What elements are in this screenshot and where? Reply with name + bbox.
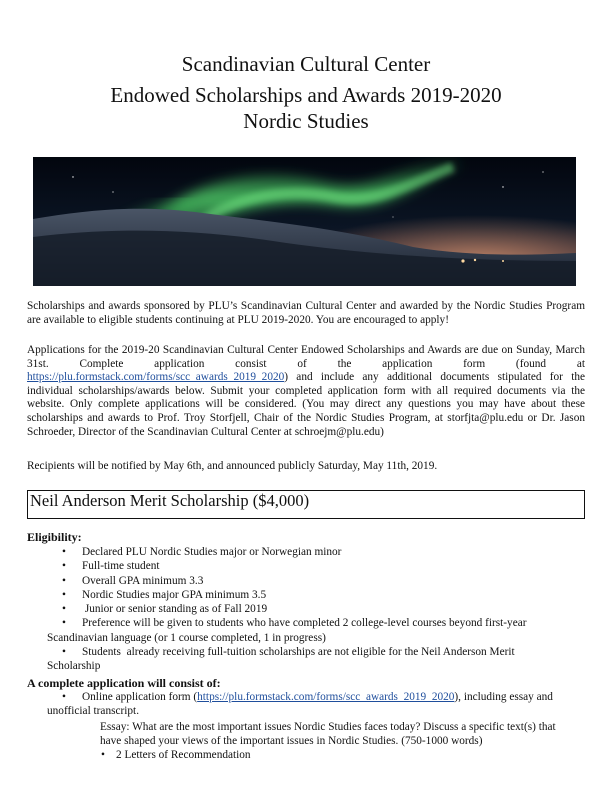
application-heading: A complete application will consist of: [27, 676, 221, 690]
list-item [62, 545, 562, 559]
list-item [62, 588, 562, 602]
exclusion-line-1: Students already receiving full-tuition scholarships are not eligible for the Neil Anderson Merit [82, 646, 515, 659]
list-item [62, 559, 562, 573]
eligibility-item-text: Declared PLU Nordic Studies major or Norwegian minor [82, 546, 342, 558]
bullet-icon: • [62, 574, 66, 587]
aurora-landscape-icon [33, 157, 576, 286]
application-text-after: ), including essay and [454, 691, 553, 703]
bullet-icon: • [101, 749, 105, 761]
application-item [47, 690, 586, 719]
intro-paragraph-3: Recipients will be notified by May 6th, and announced publicly Saturday, May 11th, 2019. [27, 460, 438, 472]
bullet-icon: • [62, 588, 66, 601]
intro-paragraph-2 [27, 344, 585, 439]
recommendation-item [101, 748, 251, 762]
application-form-link-2[interactable]: https://plu.formstack.com/forms/scc_awards_2019_2020 [197, 691, 455, 703]
eligibility-item-text: Full-time student [82, 560, 160, 573]
scholarship-title: Neil Anderson Merit Scholarship ($4,000) [30, 491, 310, 510]
bullet-icon: • [62, 617, 66, 630]
header-title-line2: Endowed Scholarships and Awards 2019-2020 [110, 83, 502, 107]
eligibility-item-text: Junior or senior standing as of Fall 2019 [82, 603, 268, 616]
list-item-preference [47, 616, 562, 645]
eligibility-list [47, 545, 562, 674]
application-text-before: Online application form ( [82, 691, 198, 703]
list-item-exclusion [47, 645, 562, 674]
application-line-2: unofficial transcript. [47, 705, 140, 718]
intro-p2-text-after: ) and include any additional documents stipulated for the individual scholarships/awards below. Submit your completed application form with all required documents via the website. Only complete applications will be considered. (You may direct any questions you may have about these scholarships and awards to Prof. Troy Storfjell, Chair of the Nordic Studies Program, at storfjta@plu.edu or Dr. Jason Schroeder, Director of the Scandinavian Cultural Center at schroejm@plu.edu) [27, 371, 585, 438]
header-title-line3: Nordic Studies [243, 109, 369, 133]
exclusion-line-2: Scholarship [47, 660, 101, 673]
preference-line-1: Preference will be given to students who have completed 2 college-level courses beyond first-year [82, 617, 527, 630]
eligibility-item-text: Nordic Studies major GPA minimum 3.5 [82, 588, 267, 601]
bullet-icon: • [62, 560, 66, 573]
application-form-link[interactable]: https://plu.formstack.com/forms/scc_awards_2019_2020 [27, 371, 285, 384]
recommendation-text: 2 Letters of Recommendation [116, 749, 251, 761]
intro-p2-text-before: Applications for the 2019-20 Scandinavian Cultural Center Endowed Scholarships and Awards are due on Sunday, March 31st. Complete application consist of the application form (found at [27, 344, 585, 370]
bullet-icon: • [62, 546, 66, 558]
header-title-line1: Scandinavian Cultural Center [181, 52, 431, 76]
essay-line-2: have shaped your views of the important issues in Nordic Studies. (750-1000 words) [100, 735, 483, 748]
eligibility-item-text: Overall GPA minimum 3.3 [82, 574, 204, 587]
list-item [62, 574, 562, 588]
bullet-icon: • [62, 691, 66, 703]
scholarship-title-box [27, 490, 585, 519]
application-line-1 [62, 690, 586, 704]
bullet-icon: • [62, 603, 66, 616]
intro-paragraph-1: Scholarships and awards sponsored by PLU’s Scandinavian Cultural Center and awarded by the Nordic Studies Program are available to eligible students continuing at PLU 2019-2020. You are encouraged to apply! [27, 300, 585, 326]
essay-line-1: Essay: What are the most important issues Nordic Studies faces today? Discuss a specific text(s) that [100, 721, 556, 733]
preference-line-2: Scandinavian language (or 1 course completed, 1 in progress) [47, 631, 326, 644]
bullet-icon: • [62, 646, 66, 659]
aurora-landscape-photo [33, 157, 576, 286]
eligibility-heading: Eligibility: [27, 530, 82, 544]
essay-prompt [100, 720, 580, 749]
list-item [62, 602, 562, 616]
